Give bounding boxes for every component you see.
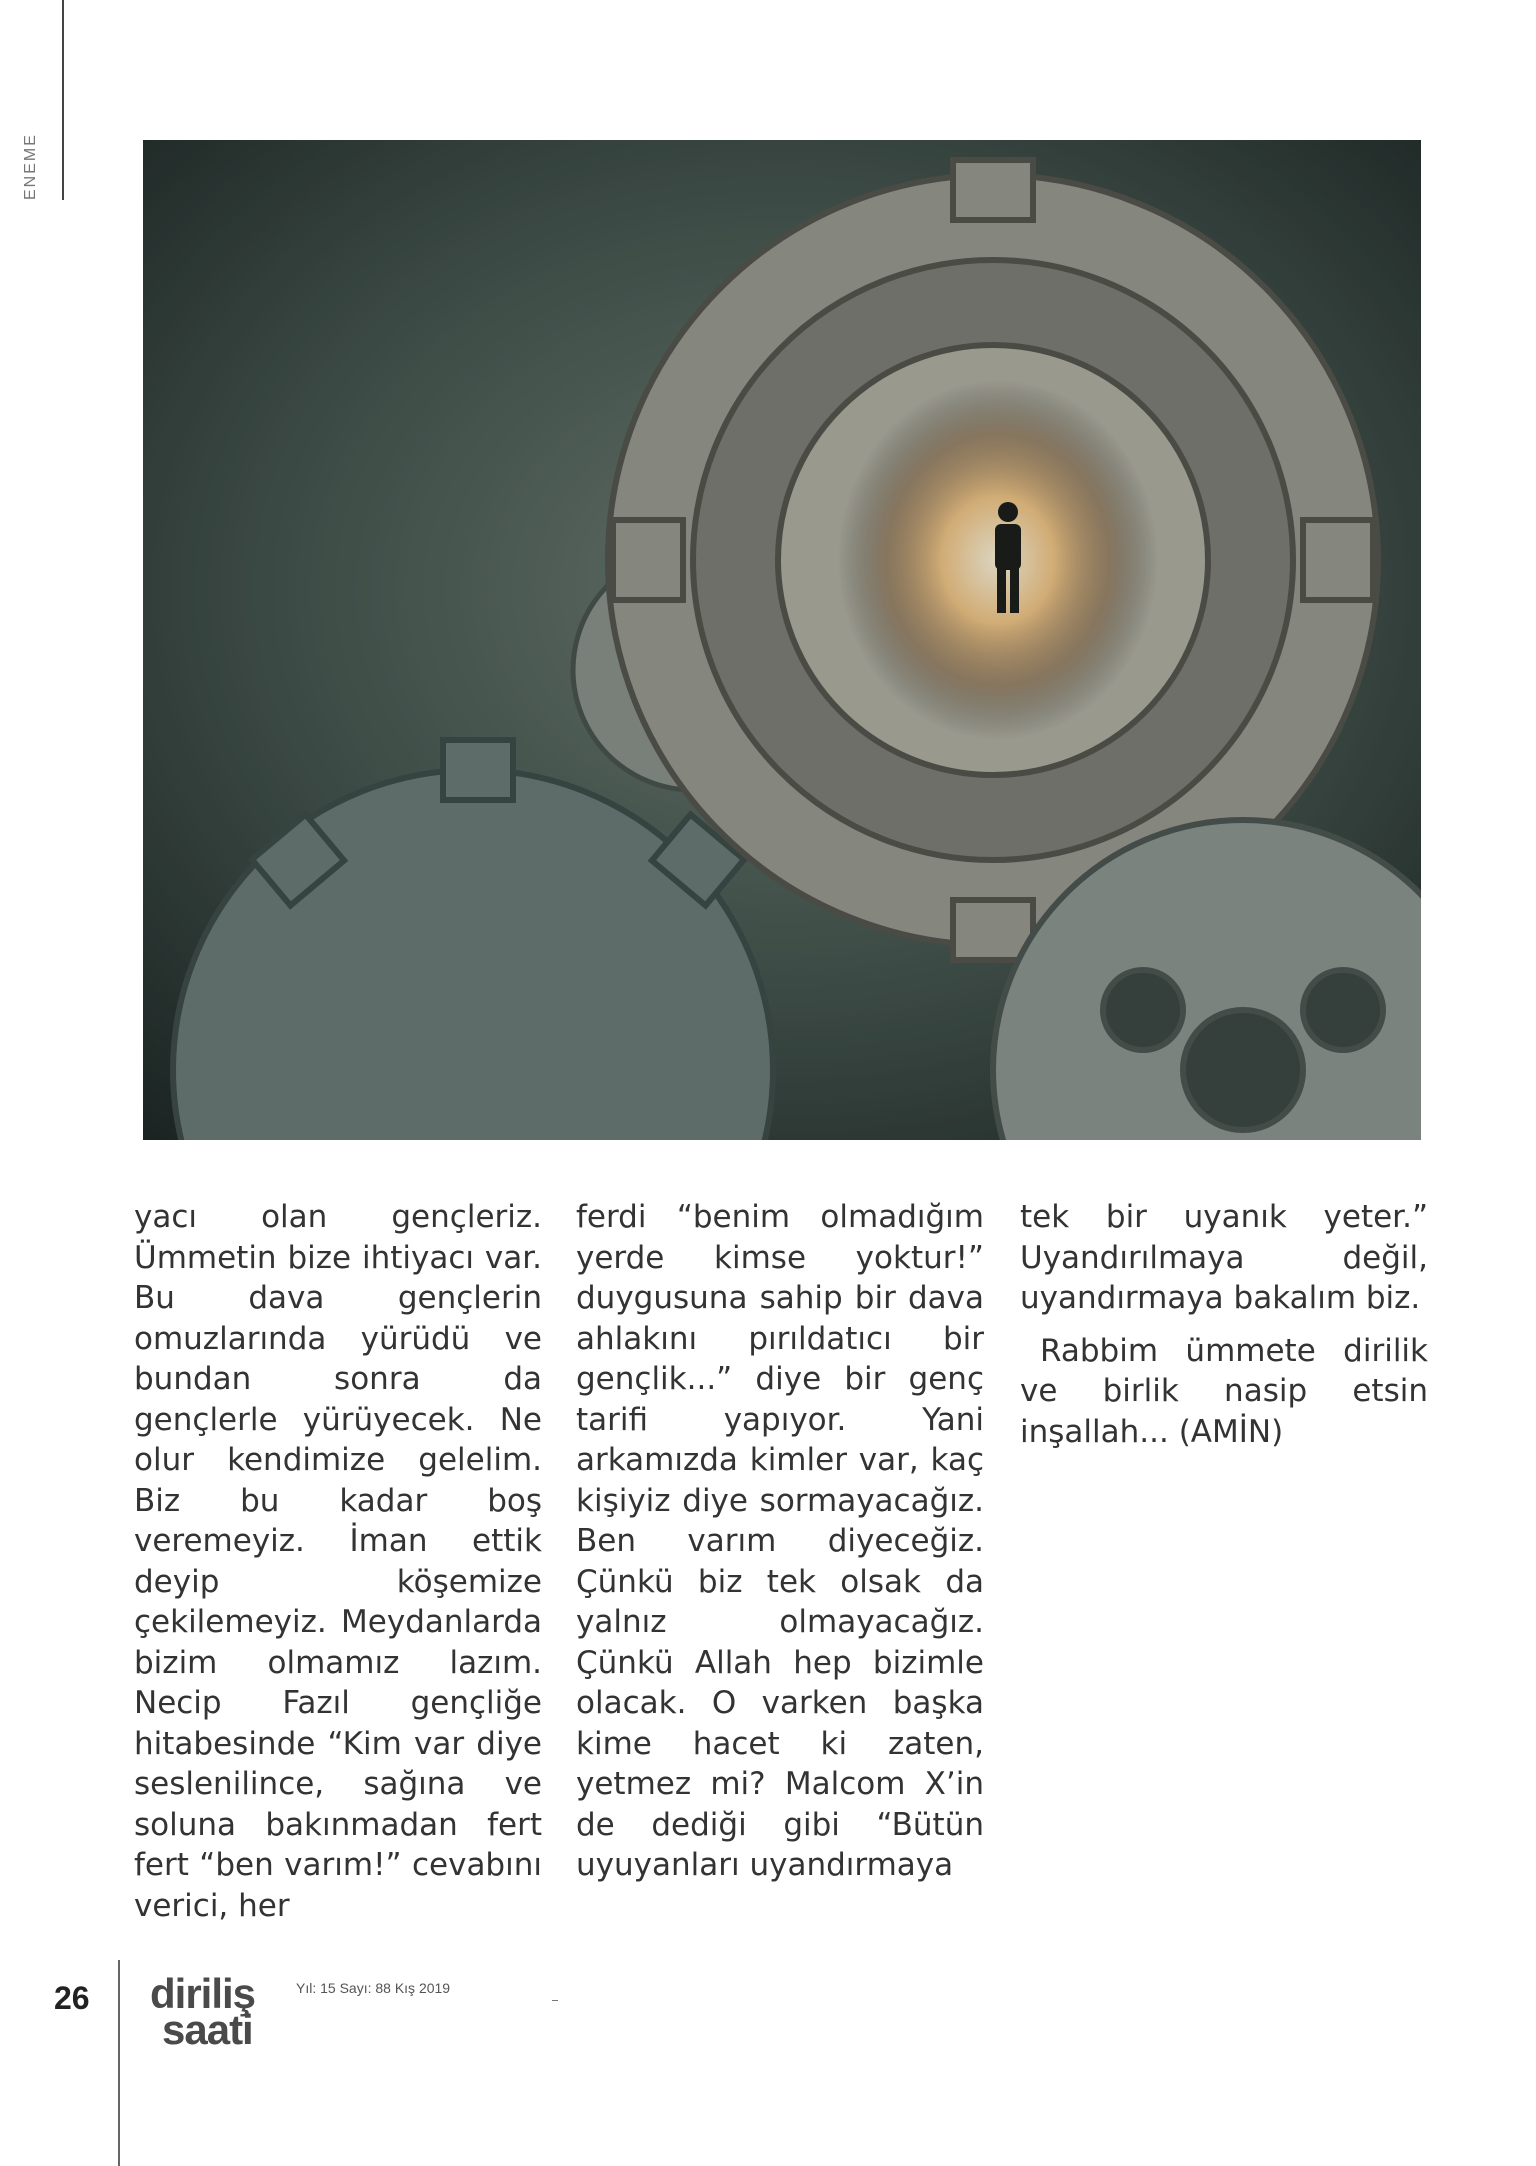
text-column-3 (1020, 1197, 1428, 1464)
logo-line-1: diriliş (150, 1970, 256, 2017)
section-label: ENEME (22, 133, 39, 200)
side-rule (62, 0, 64, 200)
page-number: 26 (54, 1980, 90, 2016)
magazine-logo (150, 1970, 256, 2053)
paragraph: ferdi “benim olmadığım yerde kimse yoktur!” duygusuna sahip bir dava ahlakını pırıldatıcı bir gençlik...” diye bir genç tarifi yapıyor. Yani arkamızda kimler var, kaç kişiyiz diye sormayacağız. Ben varım diyeceğiz. Çünkü biz tek olsak da yalnız olmayacağız. Çünkü Allah hep bizimle olacak. O varken başka kime hacet ki zaten, yetmez mi? Malcom X’in de dediği gibi “Bütün uyuyanları uyandırmaya (576, 1199, 984, 1883)
text-column-1 (134, 1197, 542, 1938)
hero-image (143, 140, 1421, 1140)
paragraph: tek bir uyanık yeter.” Uyandırılmaya değil, uyandırmaya bakalım biz. (1020, 1199, 1428, 1316)
gears-illustration (143, 140, 1421, 1140)
issue-info: Yıl: 15 Sayı: 88 Kış 2019 (296, 1980, 451, 1996)
paragraph: Rabbim ümmete dirilik ve birlik nasip etsin inşallah... (AMİN) (1020, 1332, 1428, 1450)
logo-line-2: saati (162, 2006, 253, 2053)
text-column-2 (576, 1197, 984, 1898)
footer-tick (552, 2000, 558, 2001)
footer-rule (118, 1960, 120, 2166)
paragraph: yacı olan gençleriz. Ümmetin bize ihtiyacı var. Bu dava gençlerin omuzlarında yürüdü ve bundan sonra da gençlerle yürüyecek. Ne olur kendimize gelelim. Biz bu kadar boş veremeyiz. İman ettik deyip köşemize çekilemeyiz. Meydanlarda bizim olmamız lazım. Necip Fazıl gençliğe hitabesinde “Kim var diye seslenilince, sağına ve soluna bakınmadan fert fert “ben varım!” cevabını verici, her (134, 1199, 542, 1924)
